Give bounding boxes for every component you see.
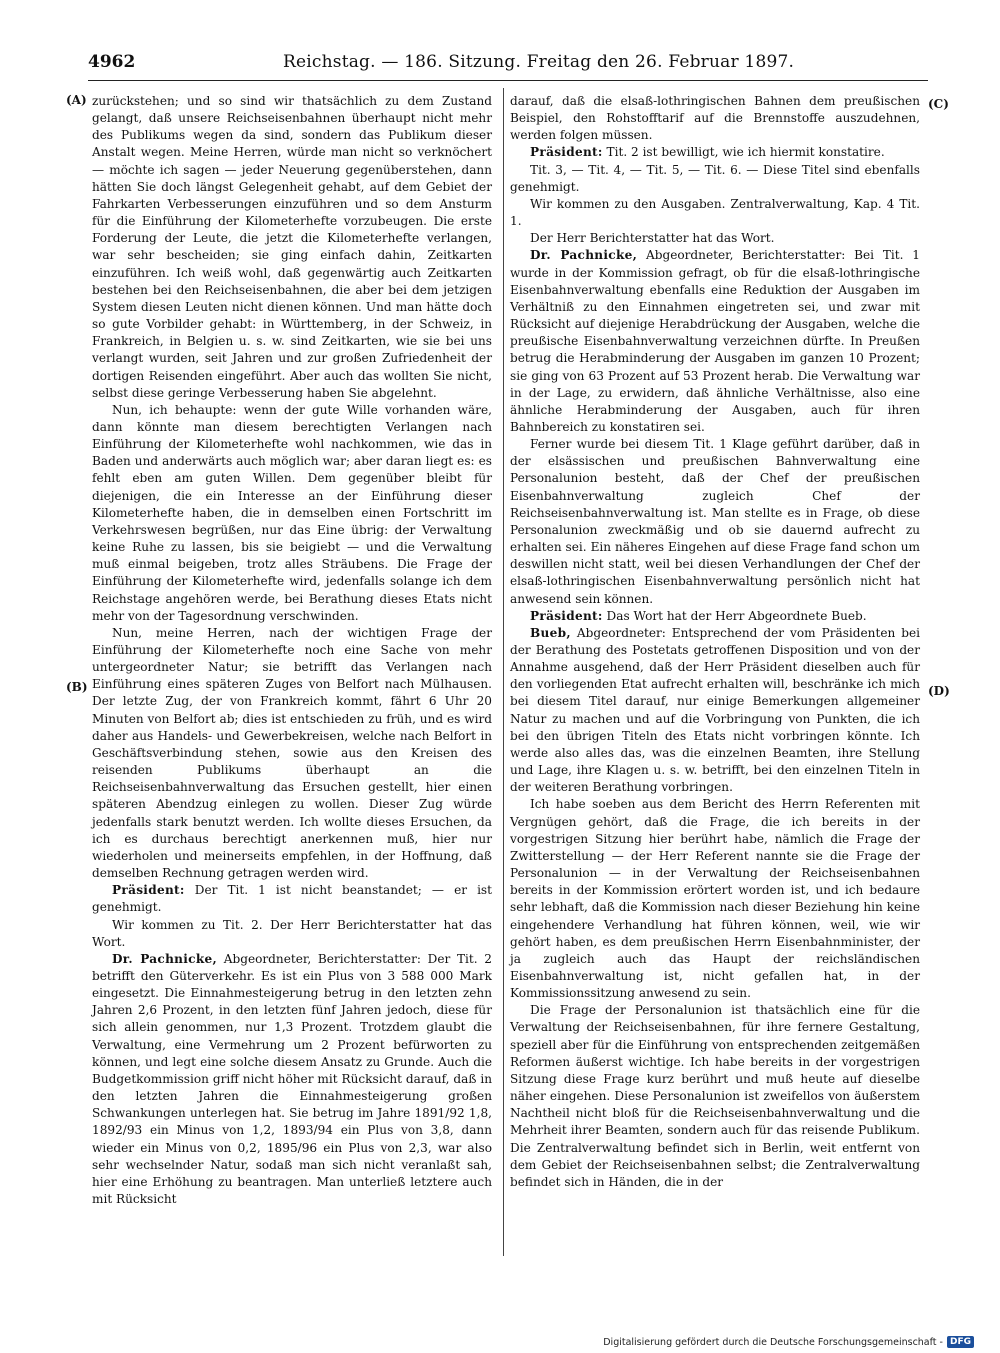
paragraph: Wir kommen zu den Ausgaben. Zentralverwaltung, Kap. 4 Tit. 1. [510,196,920,229]
speaker-name: Bueb, [530,625,571,640]
margin-marker-c: (C) [928,97,949,111]
paragraph: Der Herr Berichterstatter hat das Wort. [530,231,775,246]
footer [603,1336,974,1348]
paragraph: darauf, daß die elsaß-lothringischen Bahnen dem preußischen Beispiel, den Rohstofftarif auf die Brennstoffe auszudehnen, werden folgen müssen. [510,94,920,143]
page-header [88,52,928,76]
margin-marker-d: (D) [928,684,950,698]
paragraph [92,882,492,916]
paragraph: Wir kommen zu Tit. 2. Der Herr Berichterstatter hat das Wort. [92,917,492,949]
speaker-name: Präsident: [530,608,603,623]
running-title: Reichstag. — 186. Sitzung. Freitag den 26. Februar 1897. [283,52,795,72]
speech-text: Abgeordneter, Berichterstatter: Bei Tit. 1 wurde in der Kommission gefragt, ob für die elsaß-lothringische Eisenbahnverwaltung ebenfalls eine Reduktion der Ausgaben im Verhältniß zu den Einnahmen eingetreten sei, und zwar mit Rücksicht auf diejenige Herabdrückung der Ausgaben, welche die preußische Eisenbahnverwaltung verzeichnen dürfte. In Preußen betrug die Herabminderung der Ausgaben im ganzen 10 Prozent; sie ging von 63 Prozent auf 53 Prozent herab. Die Verwaltung war in der Lage, zu erwidern, daß ähnliche Verhältnisse, also eine ähnliche Herabminderung der Ausgaben, auch für ihren Bahnbereich zu konstatiren sei. [510,248,921,434]
paragraph: Ich habe soeben aus dem Bericht des Herrn Referenten mit Vergnügen gehört, daß die Frage, die ich bereits in der vorgestrigen Sitzung hier berührt habe, nämlich die Frage der Zwitterstellung — der Herr Referent nannte sie die Frage der Personalunion — in der Verwaltung der Reichseisenbahnen bereits in der Kommission erörtert worden ist, und ich bedaure sehr lebhaft, daß die Kommission nach dieser Beziehung hin keine eingehendere Verhandlung hat führen können, weil, wie wir gehört haben, es dem preußischen Herrn Eisenbahnminister, der ja zugleich auch das Haupt der reichsländischen Eisenbahnverwaltung ist, nicht gefallen hat, in der Kommissionssitzung anwesend zu sein. [510,797,920,1001]
right-column [510,93,920,1191]
paragraph [510,625,920,797]
left-column [92,93,492,1208]
speech-text: Abgeordneter: Entsprechend der vom Präsidenten bei der Berathung des Postetats getroffenen Disposition und von der Annahme ausgehend, daß der Herr Präsident dieselben auch für den vorliegenden Etat aufrecht erhalten will, beschränke ich mich bei diesem Titel darauf, nur einige Bemerkungen allgemeiner Natur zu machen und auf die Vorbringung von Punkten, die ich bei den übrigen Titeln des Etats nicht vorbringen könnte. Ich werde also alles das, was die einzelnen Beamten, ihre Stellung und Lage, ihre Klagen u. s. w. betrifft, bei den einzelnen Titeln in der weiteren Berathung vorbringen. [510,625,920,795]
speech-text: Tit. 2 ist bewilligt, wie ich hiermit konstatire. [602,145,885,160]
paragraph: Nun, meine Herren, nach der wichtigen Frage der Einführung der Kilometerhefte noch eine Sache von mehr untergeordneter Natur; sie betrifft das Verlangen nach Einführung eines späteren Zuges von Belfort nach Mülhausen. Der letzte Zug, der von Frankreich kommt, fährt 6 Uhr 20 Minuten von Belfort ab; dies ist entschieden zu früh, und es wird daher aus Handels- und Gewerbekreisen, welche nach Belfort in Geschäftsverbindung stehen, sowie aus den Kreisen des reisenden Publikums überhaupt an die Reichseisenbahnverwaltung das Ersuchen gestellt, hier einen späteren Abendzug einlegen zu wollen. Dieser Zug würde jedenfalls stark benutzt werden. Ich wollte dieses Ersuchen, da ich es durchaus berechtigt anerkennen muß, hier nur wiederholen und meinerseits empfehlen, in der Hoffnung, daß demselben Rechnung getragen werden wird. [92,625,492,881]
header-rule [88,80,928,81]
margin-marker-b: (B) [66,680,88,694]
paragraph: Ferner wurde bei diesem Tit. 1 Klage geführt darüber, daß in der elsässischen und preußischen Bahnverwaltung eine Personalunion besteht, daß der Chef der preußischen Eisenbahnverwaltung zugleich Chef der Reichseisenbahnverwaltung ist. Man stellte es in Frage, ob diese Personalunion zweckmäßig und ob sie dauernd aufrecht zu erhalten sei. Ein näheres Eingehen auf diese Frage fand schon um deswillen nicht statt, weil bei diesen Verhandlungen der Chef der elsaß-lothringischen Eisenbahnverwaltung persönlich nicht hat anwesend sein können. [510,437,920,606]
speech-text: Abgeordneter, Berichterstatter: Der Tit. 2 betrifft den Güterverkehr. Es ist ein Plus von 3 588 000 Mark eingesetzt. Die Einnahmesteigerung betrug in den letzten zehn Jahren 2,6 Prozent, in den letzten fünf Jahren jedoch, diese für sich allein genommen, nur 1,3 Prozent. Trotzdem glaubt die Verwaltung, eine Vermehrung um 2 Prozent befürworten zu können, und legt eine solche diesem Ansatz zu Grunde. Auch die Budgetkommission griff nicht höher mit Rücksicht darauf, daß in den letzten Jahren die Einnahmesteigerung großen Schwankungen unterlegen hat. Sie betrug im Jahre 1891/92 1,8, 1892/93 ein Minus von 1,2, 1893/94 ein Plus von 3,8, dann wieder ein Minus von 0,2, 1895/96 ein Plus von 2,3, war also sehr wechselnder Natur, sodaß man sich nicht veranlaßt sah, hier eine Erhöhung zu beantragen. Man unterließ letztere auch mit Rücksicht [92,951,492,1206]
dfg-logo: DFG [947,1336,974,1348]
paragraph [92,951,492,1208]
margin-marker-a: (A) [66,93,87,107]
footer-text: Digitalisierung gefördert durch die Deutsche Forschungsgemeinschaft - [603,1336,943,1348]
paragraph: Nun, ich behaupte: wenn der gute Wille vorhanden wäre, dann könnte man diesem berechtigten Verlangen nach Einführung der Kilometerhefte wohl nachkommen, wie das in Baden und anderwärts auch möglich war; aber daran liegt es: es fehlt eben am guten Willen. Dem gegenüber bleibt für diejenigen, die ein Interesse an der Einführung dieser Kilometerhefte haben, die in demselben einen Fortschritt im Verkehrswesen begrüßen, nur das Eine übrig: der Verwaltung keine Ruhe zu lassen, bis sie beigiebt — und die Verwaltung muß einmal beigeben, trotz alles Sträubens. Die Frage der Einführung der Kilometerhefte wird, jedenfalls solange ich dem Reichstage angehören werde, bei Berathung dieses Etats nicht mehr von der Tagesordnung verschwinden. [92,402,492,623]
paragraph: Tit. 3, — Tit. 4, — Tit. 5, — Tit. 6. — Diese Titel sind ebenfalls genehmigt. [510,162,920,194]
paragraph: zurückstehen; und so sind wir thatsächlich zu dem Zustand gelangt, daß unsere Reichseisenbahnen überhaupt nicht mehr des Publikums wegen da sind, sondern das Publikum dieser Anstalt wegen. Meine Herren, würde man nicht so verknöchert — möchte ich sagen — jeder Neuerung gegenüberstehen, dann hätten Sie doch längst Gelegenheit gehabt, auf dem Gebiet der Fahrkarten Verbesserungen einzuführen und so dem Ansturm für die Einführung der Kilometerhefte vorzubeugen. Die erste Forderung der Leute, die jetzt die Kilometerhefte verlangen, war sehr bescheiden; sie ging einfach dahin, Zeitkarten einzuführen. Ich weiß wohl, daß gegenwärtig auch Zeitkarten bestehen bei den Reichseisenbahnen, die aber bei dem jetzigen System diesen Leuten nicht dienen können. Und man hätte doch so gute Vorbilder gehabt: in Württemberg, in der Schweiz, in Frankreich, in Belgien u. s. w. sind Zeitkarten, wie sie bei uns verlangt wurden, seit Jahren und zur großen Zufriedenheit der dortigen Reisenden eingeführt. Aber auch das wollten Sie nicht, selbst diese geringe Verbesserung haben Sie abgelehnt. [92,94,492,400]
column-divider [503,88,504,1256]
paragraph [510,144,920,161]
paragraph: Die Frage der Personalunion ist thatsächlich eine für die Verwaltung der Reichseisenbahnen, für ihre fernere Gestaltung, speziell aber für die Einführung von entsprechenden zeitgemäßen Reformen äußerst wichtige. Ich habe bereits in der vorgestrigen Sitzung diese Frage kurz berührt und muß heute auf dieselbe näher eingehen. Diese Personalunion ist zweifellos von äußerstem Nachtheil nicht bloß für die Reichseisenbahnverwaltung und die Mehrheit ihrer Beamten, sondern auch für das reisende Publikum. Die Zentralverwaltung befindet sich in Berlin, weit entfernt von dem Gebiet der Reichseisenbahnen selbst; die Zentralverwaltung befindet sich in Händen, die in der [510,1003,920,1189]
speaker-name: Dr. Pachnicke, [112,951,218,966]
speaker-name: Dr. Pachnicke, [530,248,638,263]
paragraph [510,247,920,436]
speech-text: Das Wort hat der Herr Abgeordnete Bueb. [602,608,867,623]
speaker-name: Präsident: [530,145,603,160]
paragraph [510,608,920,625]
page-number: 4962 [88,52,136,72]
speaker-name: Präsident: [112,883,185,898]
speech-text: Der Tit. 1 ist nicht beanstandet; — er ist genehmigt. [92,883,492,915]
